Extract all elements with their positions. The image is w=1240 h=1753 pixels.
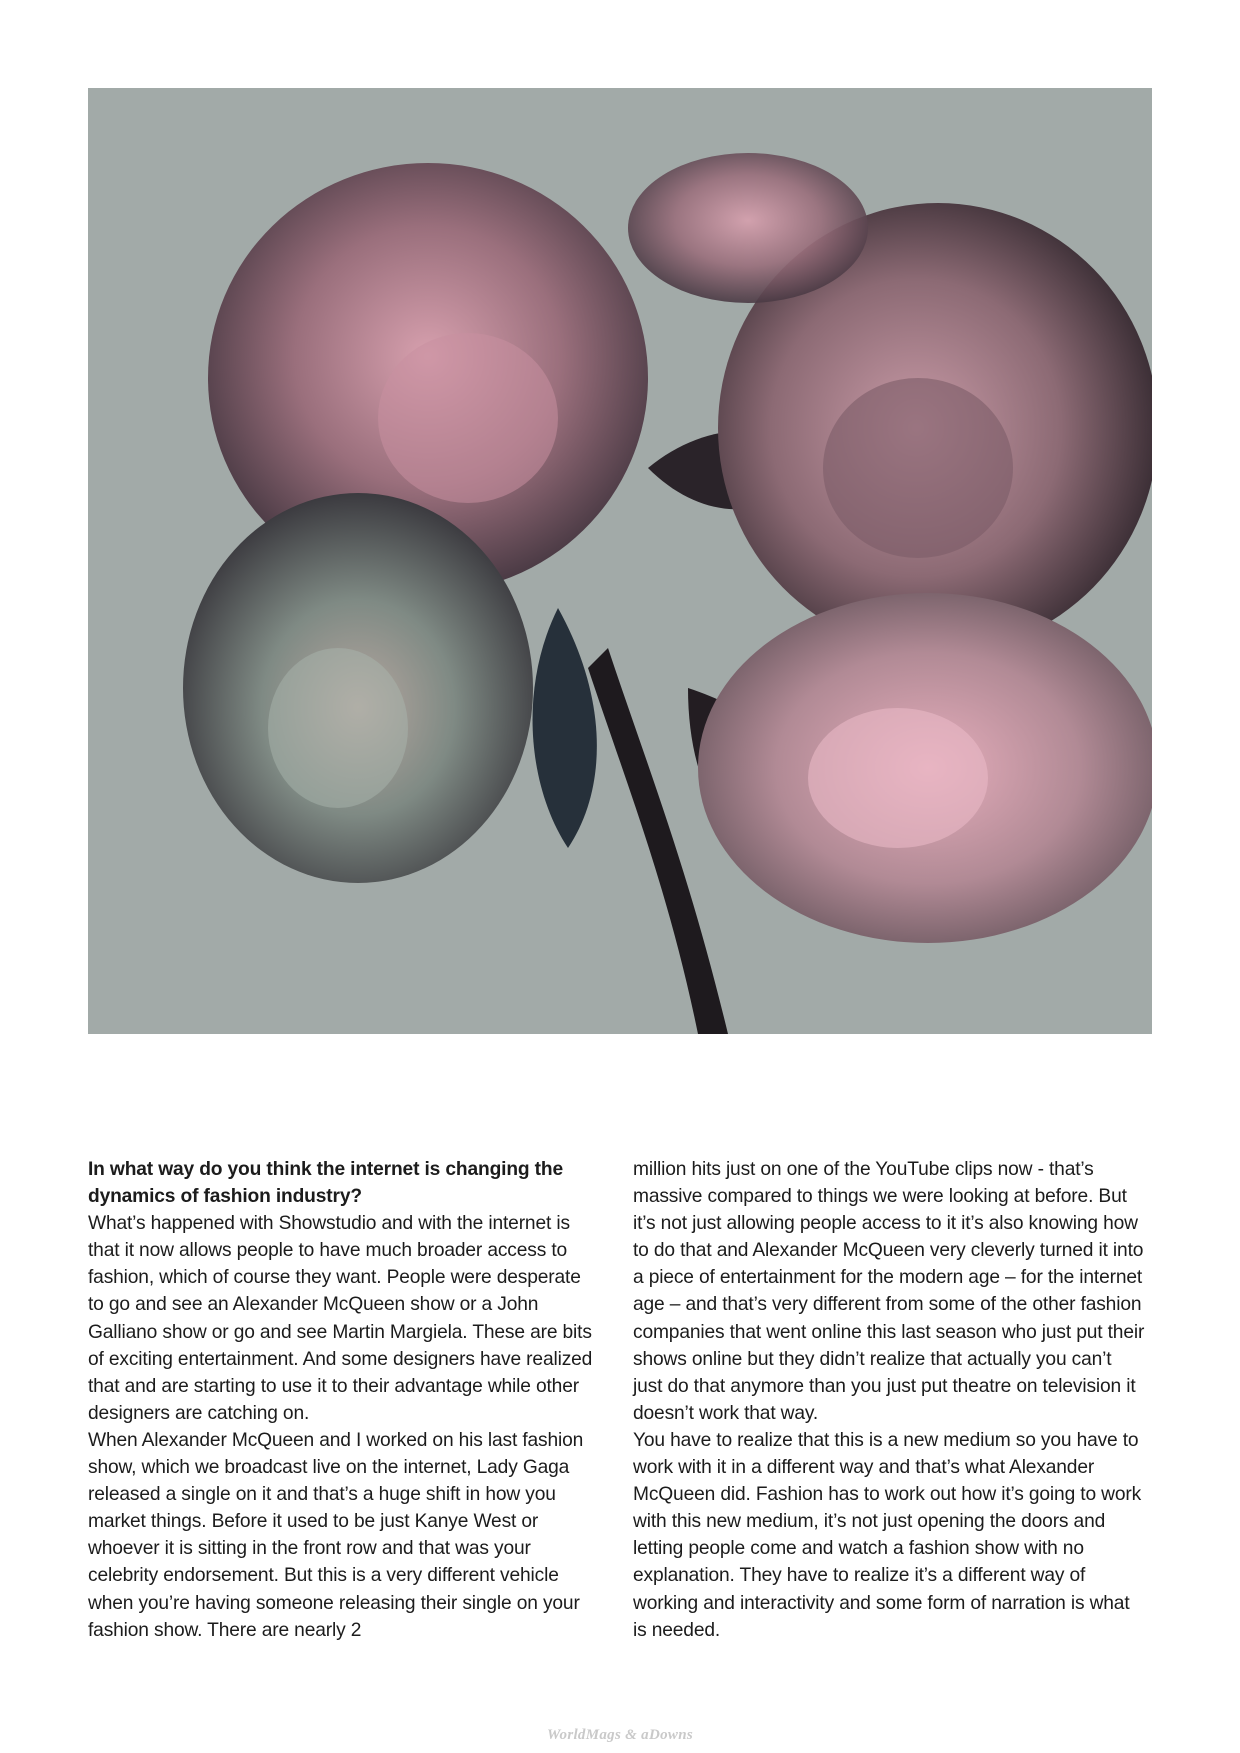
interview-question: In what way do you think the internet is changing the dynamics of fashion industry? [88, 1159, 563, 1208]
rose-bouquet-illustration [88, 88, 1152, 1034]
rose-bouquet-photo [88, 88, 1152, 1034]
footer-watermark: WorldMags & aDowns [547, 1727, 693, 1743]
article-left-column [88, 1156, 600, 1644]
answer-paragraph: million hits just on one of the YouTube clips now - that’s massive compared to things we were looking at before. But it’s not just allowing people access to it it’s also knowing how to do that and Alexander McQueen very cleverly turned it into a piece of entertainment for the modern age – for the internet age – and that’s very different from some of the other fashion companies that went online this last season who just put their shows online but they didn’t realize that actually you can’t just do that anymore than you just put theatre on television it doesn’t work that way. [633, 1159, 1145, 1424]
article-right-column [633, 1156, 1145, 1644]
answer-paragraph: What’s happened with Showstudio and with the internet is that it now allows people to have much broader access to fashion, which of course they want. People were desperate to go and see an Alexander McQueen show or a John Galliano show or go and see Martin Margiela. These are bits of exciting entertainment. And some designers have realized that and are starting to use it to their advantage while other designers are catching on. [88, 1213, 593, 1424]
answer-paragraph: You have to realize that this is a new medium so you have to work with it in a different way and that’s what Alexander McQueen did. Fashion has to work out how it’s going to work with this new medium, it’s not just opening the doors and letting people come and watch a fashion show with no explanation. They have to realize it’s a different way of working and interactivity and some form of narration is what is needed. [633, 1429, 1142, 1641]
answer-paragraph: When Alexander McQueen and I worked on his last fashion show, which we broadcast live on the internet, Lady Gaga released a single on it and that’s a huge shift in how you market things. Before it used to be just Kanye West or whoever it is sitting in the front row and that was your celebrity endorsement. But this is a very different vehicle when you’re having someone releasing their single on your fashion show. There are nearly 2 [88, 1429, 584, 1641]
